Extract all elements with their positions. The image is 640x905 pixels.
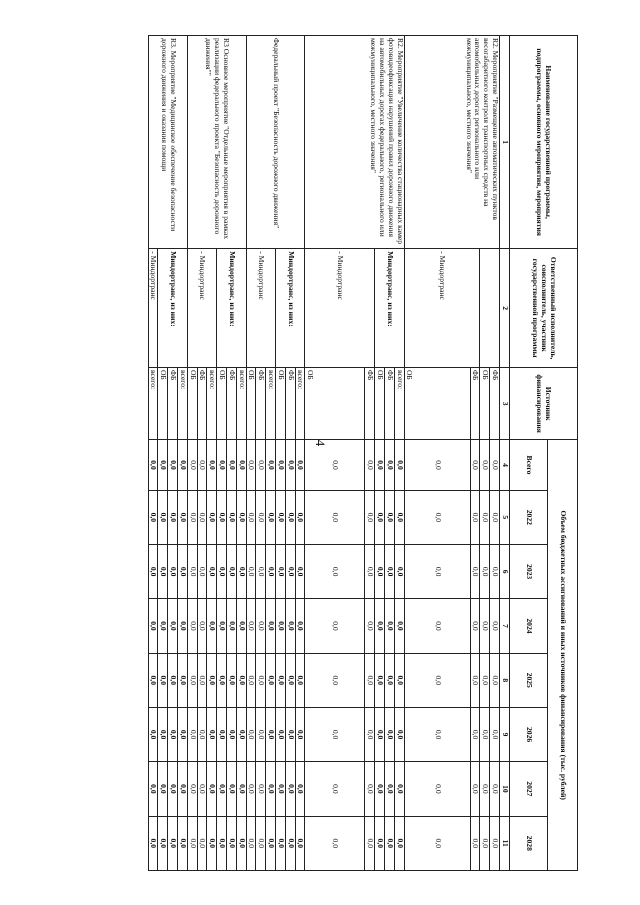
- year-value: 0,0: [197, 653, 207, 707]
- year-value: 0,0: [375, 599, 385, 653]
- executor: - Миндортранс: [246, 249, 275, 368]
- table-row: [295, 36, 305, 871]
- year-value: 0,0: [217, 490, 227, 544]
- measure-name: R3. Мероприятие "Медицинское обеспечение безопасности дорожного движения и оказания помощи: [148, 36, 187, 249]
- year-value: 0,0: [197, 707, 207, 761]
- total-value: 0,0: [227, 440, 237, 490]
- year-value: 0,0: [187, 707, 197, 761]
- total-value: 0,0: [394, 440, 404, 490]
- year-value: 0,0: [197, 762, 207, 816]
- year-value: 0,0: [490, 544, 500, 598]
- total-value: 0,0: [256, 440, 266, 490]
- year-value: 0,0: [365, 653, 375, 707]
- year-value: 0,0: [148, 653, 158, 707]
- executor: - Миндортранс: [148, 249, 158, 368]
- year-value: 0,0: [480, 490, 490, 544]
- funding-source: всего:: [236, 367, 246, 439]
- year-value: 0,0: [470, 599, 480, 653]
- year-value: 0,0: [187, 816, 197, 870]
- year-value: 0,0: [404, 490, 470, 544]
- year-value: 0,0: [490, 707, 500, 761]
- year-value: 0,0: [236, 544, 246, 598]
- year-value: 0,0: [227, 707, 237, 761]
- column-index: 4: [500, 440, 510, 490]
- year-value: 0,0: [276, 707, 286, 761]
- year-value: 0,0: [394, 762, 404, 816]
- funding-source: ФБ: [285, 367, 295, 439]
- year-value: 0,0: [256, 490, 266, 544]
- total-value: 0,0: [168, 440, 178, 490]
- year-value: 0,0: [470, 816, 480, 870]
- funding-source: ФБ: [227, 367, 237, 439]
- year-value: 0,0: [217, 653, 227, 707]
- executor: Миндортранс, из них:: [276, 249, 305, 368]
- funding-source: ОБ: [246, 367, 256, 439]
- year-value: 0,0: [295, 762, 305, 816]
- header-name: Наименование государственной программы, подпрограммы, основного мероприятия, мероприятия: [510, 36, 578, 249]
- measure-name: R3 Основное мероприятие "Отдельные мероприятия в рамках реализации федерального проекта "Безопасность дорожного движения"": [187, 36, 246, 249]
- year-value: 0,0: [276, 816, 286, 870]
- funding-source: всего:: [295, 367, 305, 439]
- year-value: 0,0: [197, 490, 207, 544]
- year-value: 0,0: [276, 599, 286, 653]
- year-value: 0,0: [158, 490, 168, 544]
- column-index: 9: [500, 707, 510, 761]
- year-value: 0,0: [207, 490, 217, 544]
- total-value: 0,0: [148, 440, 158, 490]
- year-value: 0,0: [365, 544, 375, 598]
- year-value: 0,0: [394, 707, 404, 761]
- total-value: 0,0: [285, 440, 295, 490]
- year-value: 0,0: [285, 490, 295, 544]
- year-value: 0,0: [490, 653, 500, 707]
- year-value: 0,0: [187, 653, 197, 707]
- executor: - Миндортранс: [404, 249, 480, 368]
- year-value: 0,0: [246, 544, 256, 598]
- year-value: 0,0: [470, 653, 480, 707]
- column-index: 2: [500, 249, 510, 368]
- year-value: 0,0: [246, 762, 256, 816]
- header-executor: Ответственный исполнитель, соисполнитель, участник государственной программы: [510, 249, 578, 368]
- year-value: 0,0: [236, 490, 246, 544]
- total-value: 0,0: [236, 440, 246, 490]
- funding-source: ОБ: [480, 367, 490, 439]
- funding-source: ФБ: [168, 367, 178, 439]
- year-value: 0,0: [394, 490, 404, 544]
- budget-table: [148, 35, 578, 871]
- total-value: 0,0: [266, 440, 276, 490]
- year-value: 0,0: [246, 653, 256, 707]
- year-value: 0,0: [148, 707, 158, 761]
- year-value: 0,0: [187, 599, 197, 653]
- year-value: 0,0: [385, 707, 395, 761]
- year-value: 0,0: [276, 490, 286, 544]
- year-value: 0,0: [365, 599, 375, 653]
- year-value: 0,0: [305, 816, 365, 870]
- year-value: 0,0: [217, 816, 227, 870]
- year-value: 0,0: [207, 816, 217, 870]
- year-value: 0,0: [385, 653, 395, 707]
- funding-source: ФБ: [197, 367, 207, 439]
- year-value: 0,0: [148, 544, 158, 598]
- year-value: 0,0: [490, 762, 500, 816]
- year-value: 0,0: [394, 599, 404, 653]
- year-value: 0,0: [158, 762, 168, 816]
- funding-source: всего:: [148, 367, 158, 439]
- year-value: 0,0: [285, 599, 295, 653]
- year-value: 0,0: [295, 707, 305, 761]
- executor: Миндортранс, из них:: [217, 249, 246, 368]
- total-value: 0,0: [187, 440, 197, 490]
- year-value: 0,0: [236, 762, 246, 816]
- year-value: 0,0: [168, 544, 178, 598]
- funding-source: ОБ: [217, 367, 227, 439]
- year-value: 0,0: [470, 544, 480, 598]
- year-value: 0,0: [168, 816, 178, 870]
- column-index: 1: [500, 36, 510, 249]
- year-value: 0,0: [217, 707, 227, 761]
- year-value: 0,0: [227, 490, 237, 544]
- year-value: 0,0: [295, 599, 305, 653]
- header-total: Всего: [510, 440, 548, 490]
- year-value: 0,0: [285, 544, 295, 598]
- year-value: 0,0: [385, 816, 395, 870]
- total-value: 0,0: [158, 440, 168, 490]
- total-value: 0,0: [470, 440, 480, 490]
- year-value: 0,0: [207, 707, 217, 761]
- total-value: 0,0: [246, 440, 256, 490]
- header-year: 2022: [510, 490, 548, 544]
- page-number: 4: [313, 439, 328, 447]
- year-value: 0,0: [168, 762, 178, 816]
- year-value: 0,0: [197, 599, 207, 653]
- total-value: 0,0: [375, 440, 385, 490]
- year-value: 0,0: [295, 490, 305, 544]
- year-value: 0,0: [236, 599, 246, 653]
- year-value: 0,0: [404, 816, 470, 870]
- year-value: 0,0: [285, 816, 295, 870]
- year-value: 0,0: [276, 762, 286, 816]
- year-value: 0,0: [365, 762, 375, 816]
- column-index: 6: [500, 544, 510, 598]
- year-value: 0,0: [490, 490, 500, 544]
- year-value: 0,0: [256, 816, 266, 870]
- year-value: 0,0: [178, 544, 188, 598]
- year-value: 0,0: [168, 490, 178, 544]
- year-value: 0,0: [365, 707, 375, 761]
- year-value: 0,0: [197, 544, 207, 598]
- year-value: 0,0: [178, 490, 188, 544]
- total-value: 0,0: [404, 440, 470, 490]
- header-year: 2024: [510, 599, 548, 653]
- funding-source: всего:: [266, 367, 276, 439]
- funding-source: всего:: [178, 367, 188, 439]
- executor: - Миндортранс: [187, 249, 216, 368]
- year-value: 0,0: [227, 599, 237, 653]
- year-value: 0,0: [148, 816, 158, 870]
- total-value: 0,0: [217, 440, 227, 490]
- year-value: 0,0: [256, 544, 266, 598]
- total-value: 0,0: [305, 440, 365, 490]
- year-value: 0,0: [236, 653, 246, 707]
- column-index: 11: [500, 816, 510, 870]
- year-value: 0,0: [285, 762, 295, 816]
- year-value: 0,0: [148, 599, 158, 653]
- year-value: 0,0: [365, 490, 375, 544]
- year-value: 0,0: [187, 544, 197, 598]
- year-value: 0,0: [404, 599, 470, 653]
- year-value: 0,0: [276, 653, 286, 707]
- year-value: 0,0: [246, 490, 256, 544]
- year-value: 0,0: [285, 653, 295, 707]
- year-value: 0,0: [178, 816, 188, 870]
- executor: Миндортранс, из них:: [158, 249, 187, 368]
- year-value: 0,0: [305, 490, 365, 544]
- year-value: 0,0: [207, 762, 217, 816]
- year-value: 0,0: [276, 544, 286, 598]
- year-value: 0,0: [285, 707, 295, 761]
- total-value: 0,0: [385, 440, 395, 490]
- year-value: 0,0: [295, 816, 305, 870]
- header-year: 2027: [510, 762, 548, 816]
- funding-source: ФБ: [385, 367, 395, 439]
- header-source: Источник финансирования: [510, 367, 578, 439]
- column-index: 5: [500, 490, 510, 544]
- year-value: 0,0: [305, 707, 365, 761]
- year-value: 0,0: [207, 544, 217, 598]
- year-value: 0,0: [168, 653, 178, 707]
- year-value: 0,0: [266, 816, 276, 870]
- year-value: 0,0: [178, 762, 188, 816]
- funding-source: ОБ: [404, 367, 470, 439]
- table-body: [148, 36, 499, 871]
- year-value: 0,0: [305, 599, 365, 653]
- total-value: 0,0: [365, 440, 375, 490]
- year-value: 0,0: [375, 762, 385, 816]
- funding-source: ОБ: [158, 367, 168, 439]
- total-value: 0,0: [480, 440, 490, 490]
- year-value: 0,0: [227, 653, 237, 707]
- year-value: 0,0: [404, 653, 470, 707]
- table-header: [500, 36, 578, 871]
- funding-source: ОБ: [305, 367, 365, 439]
- year-value: 0,0: [404, 544, 470, 598]
- year-value: 0,0: [236, 816, 246, 870]
- year-value: 0,0: [158, 544, 168, 598]
- year-value: 0,0: [375, 653, 385, 707]
- year-value: 0,0: [266, 490, 276, 544]
- total-value: 0,0: [197, 440, 207, 490]
- year-value: 0,0: [385, 490, 395, 544]
- total-value: 0,0: [295, 440, 305, 490]
- year-value: 0,0: [266, 653, 276, 707]
- table-row: [178, 36, 188, 871]
- year-value: 0,0: [480, 653, 490, 707]
- year-value: 0,0: [148, 762, 158, 816]
- year-value: 0,0: [394, 544, 404, 598]
- year-value: 0,0: [178, 599, 188, 653]
- year-value: 0,0: [217, 599, 227, 653]
- table-row: [236, 36, 246, 871]
- year-value: 0,0: [197, 816, 207, 870]
- funding-source: ОБ: [187, 367, 197, 439]
- year-value: 0,0: [227, 816, 237, 870]
- year-value: 0,0: [246, 816, 256, 870]
- total-value: 0,0: [490, 440, 500, 490]
- total-value: 0,0: [207, 440, 217, 490]
- year-value: 0,0: [246, 599, 256, 653]
- year-value: 0,0: [168, 599, 178, 653]
- year-value: 0,0: [256, 707, 266, 761]
- year-value: 0,0: [246, 707, 256, 761]
- year-value: 0,0: [207, 653, 217, 707]
- total-value: 0,0: [178, 440, 188, 490]
- year-value: 0,0: [394, 816, 404, 870]
- year-value: 0,0: [375, 544, 385, 598]
- year-value: 0,0: [480, 599, 490, 653]
- year-value: 0,0: [404, 762, 470, 816]
- year-value: 0,0: [375, 707, 385, 761]
- funding-source: всего:: [394, 367, 404, 439]
- header-year: 2026: [510, 707, 548, 761]
- year-value: 0,0: [187, 490, 197, 544]
- header-funding: Объем бюджетных ассигнований и иных источников финансирования (тыс. рублей): [548, 440, 578, 871]
- year-value: 0,0: [227, 762, 237, 816]
- header-year: 2028: [510, 816, 548, 870]
- year-value: 0,0: [480, 544, 490, 598]
- funding-source: ФБ: [470, 367, 480, 439]
- funding-source: ОБ: [276, 367, 286, 439]
- year-value: 0,0: [158, 707, 168, 761]
- year-value: 0,0: [394, 653, 404, 707]
- year-value: 0,0: [385, 762, 395, 816]
- year-value: 0,0: [266, 707, 276, 761]
- year-value: 0,0: [295, 653, 305, 707]
- year-value: 0,0: [490, 599, 500, 653]
- column-index: 7: [500, 599, 510, 653]
- column-index: 8: [500, 653, 510, 707]
- funding-source: ФБ: [256, 367, 266, 439]
- year-value: 0,0: [217, 762, 227, 816]
- year-value: 0,0: [480, 707, 490, 761]
- year-value: 0,0: [490, 816, 500, 870]
- header-year: 2023: [510, 544, 548, 598]
- measure-name: R2. Мероприятие "Увеличение количества стационарных камер фотовидеофиксации нарушений правил дорожного движения на автомобильных дорогах федерального, регионального или межмуниципального, местного значения": [305, 36, 404, 249]
- year-value: 0,0: [266, 599, 276, 653]
- executor: Миндортранс, из них:: [375, 249, 404, 368]
- executor: - Миндортранс: [305, 249, 375, 368]
- funding-source: ФБ: [365, 367, 375, 439]
- year-value: 0,0: [480, 762, 490, 816]
- year-value: 0,0: [158, 599, 168, 653]
- year-value: 0,0: [207, 599, 217, 653]
- measure-name: R2. Мероприятие "Размещение автоматических пунктов весогабаритного контроля транспортных средств на автомобильных дорогах регионального или межмуниципального, местного значения": [404, 36, 499, 249]
- table-row: [490, 36, 500, 871]
- year-value: 0,0: [385, 544, 395, 598]
- executor: [480, 249, 500, 368]
- year-value: 0,0: [256, 653, 266, 707]
- year-value: 0,0: [266, 762, 276, 816]
- year-value: 0,0: [256, 762, 266, 816]
- year-value: 0,0: [305, 544, 365, 598]
- year-value: 0,0: [236, 707, 246, 761]
- funding-source: ФБ: [490, 367, 500, 439]
- year-value: 0,0: [470, 762, 480, 816]
- table-row: [394, 36, 404, 871]
- year-value: 0,0: [375, 816, 385, 870]
- year-value: 0,0: [256, 599, 266, 653]
- column-index: 3: [500, 367, 510, 439]
- year-value: 0,0: [158, 653, 168, 707]
- year-value: 0,0: [404, 707, 470, 761]
- year-value: 0,0: [227, 544, 237, 598]
- year-value: 0,0: [365, 816, 375, 870]
- year-value: 0,0: [168, 707, 178, 761]
- year-value: 0,0: [158, 816, 168, 870]
- year-value: 0,0: [178, 653, 188, 707]
- funding-source: ОБ: [375, 367, 385, 439]
- year-value: 0,0: [178, 707, 188, 761]
- header-year: 2025: [510, 653, 548, 707]
- year-value: 0,0: [187, 762, 197, 816]
- year-value: 0,0: [266, 544, 276, 598]
- total-value: 0,0: [276, 440, 286, 490]
- year-value: 0,0: [305, 653, 365, 707]
- column-index: 10: [500, 762, 510, 816]
- year-value: 0,0: [305, 762, 365, 816]
- year-value: 0,0: [480, 816, 490, 870]
- measure-name: Федеральный проект "Безопасность дорожного движения": [246, 36, 305, 249]
- year-value: 0,0: [217, 544, 227, 598]
- year-value: 0,0: [470, 707, 480, 761]
- year-value: 0,0: [470, 490, 480, 544]
- year-value: 0,0: [148, 490, 158, 544]
- year-value: 0,0: [295, 544, 305, 598]
- year-value: 0,0: [375, 490, 385, 544]
- funding-source: всего:: [207, 367, 217, 439]
- year-value: 0,0: [385, 599, 395, 653]
